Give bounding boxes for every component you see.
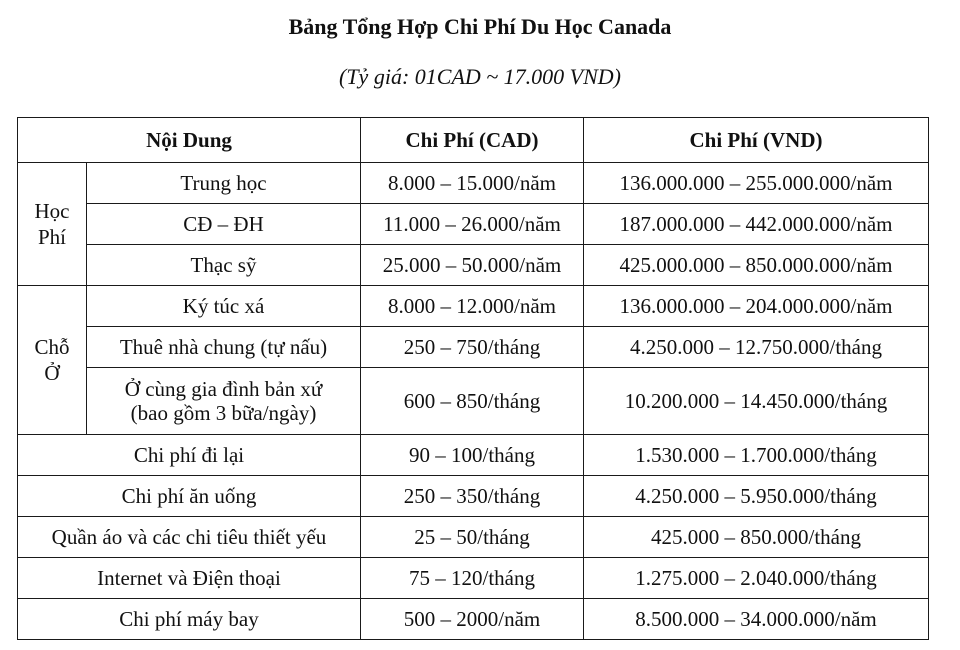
table-row xyxy=(18,558,929,599)
table-header-row xyxy=(18,118,929,163)
table-row xyxy=(18,517,929,558)
header-cost-vnd: Chi Phí (VND) xyxy=(584,118,929,163)
table-row xyxy=(18,286,929,327)
row-item: Trung học xyxy=(87,163,361,204)
table-row xyxy=(18,327,929,368)
table-row xyxy=(18,368,929,435)
row-cad: 600 – 850/tháng xyxy=(361,368,584,435)
group-label-tuition: Học Phí xyxy=(18,163,87,286)
row-cad: 25 – 50/tháng xyxy=(361,517,584,558)
row-vnd: 1.530.000 – 1.700.000/tháng xyxy=(584,435,929,476)
row-cad: 90 – 100/tháng xyxy=(361,435,584,476)
row-item: Thạc sỹ xyxy=(87,245,361,286)
row-cad: 250 – 350/tháng xyxy=(361,476,584,517)
row-cad: 11.000 – 26.000/năm xyxy=(361,204,584,245)
group-label-accommodation: Chỗ Ở xyxy=(18,286,87,435)
row-item: Ở cùng gia đình bản xứ (bao gồm 3 bữa/ngày) xyxy=(87,368,361,435)
row-vnd: 8.500.000 – 34.000.000/năm xyxy=(584,599,929,640)
table-row xyxy=(18,599,929,640)
row-vnd: 4.250.000 – 12.750.000/tháng xyxy=(584,327,929,368)
row-item: Internet và Điện thoại xyxy=(18,558,361,599)
row-vnd: 10.200.000 – 14.450.000/tháng xyxy=(584,368,929,435)
page-title: Bảng Tổng Hợp Chi Phí Du Học Canada xyxy=(288,14,672,39)
row-cad: 25.000 – 50.000/năm xyxy=(361,245,584,286)
table-row xyxy=(18,245,929,286)
header-cost-cad: Chi Phí (CAD) xyxy=(361,118,584,163)
cost-table xyxy=(17,117,929,640)
row-item: Chi phí máy bay xyxy=(18,599,361,640)
row-vnd: 187.000.000 – 442.000.000/năm xyxy=(584,204,929,245)
row-item: CĐ – ĐH xyxy=(87,204,361,245)
row-vnd: 136.000.000 – 204.000.000/năm xyxy=(584,286,929,327)
row-vnd: 4.250.000 – 5.950.000/tháng xyxy=(584,476,929,517)
table-row xyxy=(18,163,929,204)
row-item: Quần áo và các chi tiêu thiết yếu xyxy=(18,517,361,558)
row-cad: 8.000 – 12.000/năm xyxy=(361,286,584,327)
row-cad: 8.000 – 15.000/năm xyxy=(361,163,584,204)
table-row xyxy=(18,476,929,517)
table-row xyxy=(18,204,929,245)
row-vnd: 425.000.000 – 850.000.000/năm xyxy=(584,245,929,286)
header-content: Nội Dung xyxy=(18,118,361,163)
table-row xyxy=(18,435,929,476)
row-cad: 75 – 120/tháng xyxy=(361,558,584,599)
row-vnd: 136.000.000 – 255.000.000/năm xyxy=(584,163,929,204)
row-item: Chi phí đi lại xyxy=(18,435,361,476)
row-item: Chi phí ăn uống xyxy=(18,476,361,517)
exchange-rate-subtitle: (Tỷ giá: 01CAD ~ 17.000 VND) xyxy=(339,64,621,89)
row-cad: 250 – 750/tháng xyxy=(361,327,584,368)
row-item: Thuê nhà chung (tự nấu) xyxy=(87,327,361,368)
row-item: Ký túc xá xyxy=(87,286,361,327)
row-vnd: 425.000 – 850.000/tháng xyxy=(584,517,929,558)
row-cad: 500 – 2000/năm xyxy=(361,599,584,640)
row-vnd: 1.275.000 – 2.040.000/tháng xyxy=(584,558,929,599)
